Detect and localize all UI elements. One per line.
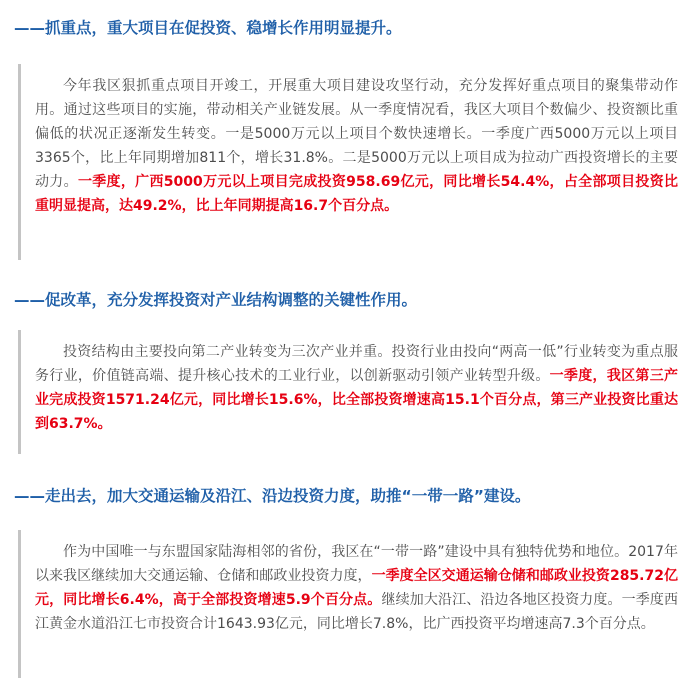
section-1-quote bbox=[18, 64, 678, 260]
section-1-normal-text: 今年我区狠抓重点项目开竣工，开展重大项目建设攻坚行动，充分发挥好重点项目的聚集带动作用。通过这些项目的实施，带动相关产业链发展。从一季度情况看，我区大项目个数偏少、投资额比重偏低的状况正逐渐发生转变。一是5000万元以上项目个数快速增长。一季度广西5000万元以上项目3365个，比上年同期增加811个，增长31.8%。二是5000万元以上项目成为拉动广西投资增长的主要动力。 bbox=[35, 78, 678, 190]
section-3-normal-text-after: 继续加大沿江、沿边各地区投资力度。一季度西江黄金水道沿江七市投资合计1643.93亿元，同比增长7.8%，比广西投资平均增速高7.3个百分点。 bbox=[35, 592, 678, 632]
section-2-heading: ——促改革，充分发挥投资对产业结构调整的关键性作用。 bbox=[14, 291, 418, 309]
section-3-highlight-text: 一季度全区交通运输仓储和邮政业投资285.72亿元，同比增长6.4%，高于全部投资增速5.9个百分点。 bbox=[35, 568, 679, 608]
section-2-paragraph bbox=[35, 340, 678, 436]
section-2-normal-text: 投资结构由主要投向第二产业转变为三次产业并重。投资行业由投向“两高一低”行业转变为重点服务行业，价值链高端、提升核心技术的工业行业，以创新驱动引领产业转型升级。 bbox=[35, 344, 678, 384]
section-2-highlight-text: 一季度，我区第三产业完成投资1571.24亿元，同比增长15.6%，比全部投资增速高15.1个百分点，第三产业投资比重达到63.7%。 bbox=[35, 368, 679, 432]
section-2-quote bbox=[18, 330, 678, 454]
section-3-paragraph bbox=[35, 540, 678, 636]
section-3-quote bbox=[18, 530, 678, 678]
section-1-highlight-text: 一季度，广西5000万元以上项目完成投资958.69亿元，同比增长54.4%，占全部项目投资比重明显提高，达49.2%，比上年同期提高16.7个百分点。 bbox=[35, 174, 679, 214]
section-3-heading: ——走出去，加大交通运输及沿江、沿边投资力度，助推“一带一路”建设。 bbox=[14, 487, 531, 505]
section-1-paragraph bbox=[35, 74, 678, 218]
section-1-heading: ——抓重点，重大项目在促投资、稳增长作用明显提升。 bbox=[14, 19, 402, 37]
section-3-normal-text: 作为中国唯一与东盟国家陆海相邻的省份，我区在“一带一路”建设中具有独特优势和地位。2017年以来我区继续加大交通运输、仓储和邮政业投资力度， bbox=[35, 544, 678, 584]
